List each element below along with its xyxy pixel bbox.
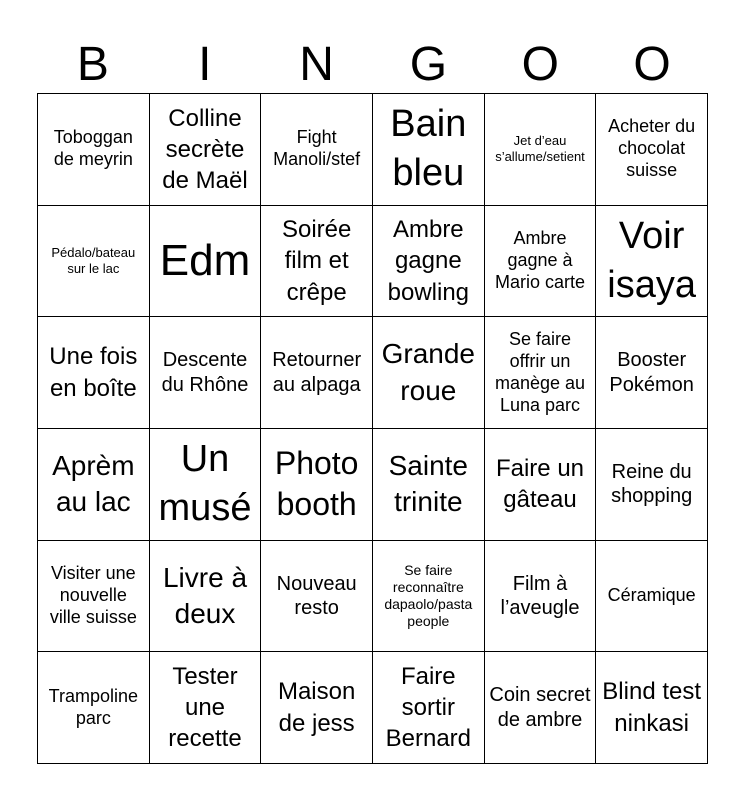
cell-text: Se faire reconnaître dapaolo/pasta people bbox=[384, 561, 473, 630]
bingo-cell[interactable] bbox=[38, 94, 150, 206]
cell-text: Ambre gagne bowling bbox=[387, 216, 470, 306]
bingo-cell[interactable] bbox=[150, 94, 262, 206]
cell-text: Fight Manoli/stef bbox=[273, 127, 361, 170]
header-letter-3: N bbox=[299, 38, 334, 91]
bingo-cell[interactable] bbox=[38, 652, 150, 764]
cell-text: Grande roue bbox=[381, 338, 476, 406]
bingo-cell[interactable] bbox=[485, 429, 597, 541]
cell-text: Se faire offrir un manège au Luna parc bbox=[494, 328, 586, 415]
header-letter-6: O bbox=[633, 38, 671, 91]
bingo-cell[interactable] bbox=[596, 206, 708, 318]
bingo-cell[interactable] bbox=[596, 317, 708, 429]
cell-text: Faire un gâteau bbox=[495, 455, 585, 514]
cell-text: Céramique bbox=[607, 585, 696, 606]
cell-text: Retourner au alpaga bbox=[272, 349, 362, 396]
cell-text: Film à l’aveugle bbox=[500, 572, 580, 619]
cell-text: Reine du shopping bbox=[611, 460, 693, 508]
cell-text: Blind test ninkasi bbox=[602, 678, 702, 737]
bingo-cell[interactable] bbox=[38, 206, 150, 318]
cell-text: Maison de jess bbox=[277, 678, 356, 737]
bingo-cell[interactable] bbox=[373, 541, 485, 653]
cell-text: Toboggan de meyrin bbox=[53, 127, 133, 170]
cell-text: Trampoline parc bbox=[48, 685, 139, 728]
bingo-cell[interactable] bbox=[485, 94, 597, 206]
cell-text: Faire sortir Bernard bbox=[385, 662, 472, 753]
cell-text: Aprèm au lac bbox=[52, 449, 135, 518]
cell-text: Livre à deux bbox=[162, 561, 248, 629]
cell-text: Coin secret de ambre bbox=[489, 684, 591, 731]
bingo-cell[interactable] bbox=[485, 206, 597, 318]
bingo-cell[interactable] bbox=[485, 652, 597, 764]
bingo-cell[interactable] bbox=[373, 94, 485, 206]
header-letter-5: O bbox=[521, 38, 559, 91]
header-letter-4: G bbox=[409, 38, 448, 91]
cell-text: Bain bleu bbox=[390, 102, 467, 195]
bingo-cell[interactable] bbox=[373, 652, 485, 764]
cell-text: Nouveau resto bbox=[276, 572, 357, 619]
bingo-header bbox=[37, 36, 708, 94]
cell-text: Acheter du chocolat suisse bbox=[608, 116, 696, 181]
cell-text: Photo booth bbox=[274, 444, 359, 523]
cell-text: Edm bbox=[159, 236, 251, 286]
bingo-cell[interactable] bbox=[373, 429, 485, 541]
bingo-cell[interactable] bbox=[373, 317, 485, 429]
bingo-cell[interactable] bbox=[38, 429, 150, 541]
cell-text: Booster Pokémon bbox=[609, 349, 694, 396]
bingo-cell[interactable] bbox=[150, 206, 262, 318]
bingo-cell[interactable] bbox=[261, 541, 373, 653]
cell-text: Tester une recette bbox=[168, 662, 242, 753]
bingo-cell[interactable] bbox=[150, 652, 262, 764]
cell-text: Colline secrète de Maël bbox=[162, 104, 248, 194]
bingo-cell[interactable] bbox=[596, 541, 708, 653]
cell-text: Visiter une nouvelle ville suisse bbox=[49, 563, 137, 627]
header-letter-2: I bbox=[198, 38, 212, 91]
bingo-cell[interactable] bbox=[596, 652, 708, 764]
bingo-cell[interactable] bbox=[261, 206, 373, 318]
bingo-cell[interactable] bbox=[261, 652, 373, 764]
cell-text: Sainte trinite bbox=[388, 449, 469, 518]
bingo-cell[interactable] bbox=[150, 317, 262, 429]
bingo-cell[interactable] bbox=[596, 94, 708, 206]
bingo-cell[interactable] bbox=[150, 541, 262, 653]
header-letter-1: B bbox=[76, 38, 109, 91]
bingo-cell[interactable] bbox=[38, 317, 150, 429]
bingo-cell[interactable] bbox=[485, 541, 597, 653]
cell-text: Un musé bbox=[158, 437, 252, 530]
bingo-cell[interactable] bbox=[261, 317, 373, 429]
bingo-cell[interactable] bbox=[485, 317, 597, 429]
bingo-cell[interactable] bbox=[373, 206, 485, 318]
bingo-cell[interactable] bbox=[38, 541, 150, 653]
bingo-cell[interactable] bbox=[261, 94, 373, 206]
bingo-cell[interactable] bbox=[150, 429, 262, 541]
bingo-cell[interactable] bbox=[261, 429, 373, 541]
cell-text: Soirée film et crêpe bbox=[281, 216, 352, 306]
bingo-cell[interactable] bbox=[596, 429, 708, 541]
cell-text: Ambre gagne à Mario carte bbox=[494, 228, 585, 292]
cell-text: Jet d’eau s’allume/setient bbox=[495, 133, 585, 165]
cell-text: Voir isaya bbox=[607, 214, 697, 306]
cell-text: Pédalo/bateau sur le lac bbox=[51, 245, 136, 276]
cell-text: Une fois en boîte bbox=[49, 343, 138, 402]
cell-text: Descente du Rhône bbox=[161, 349, 249, 396]
bingo-grid bbox=[37, 93, 708, 764]
